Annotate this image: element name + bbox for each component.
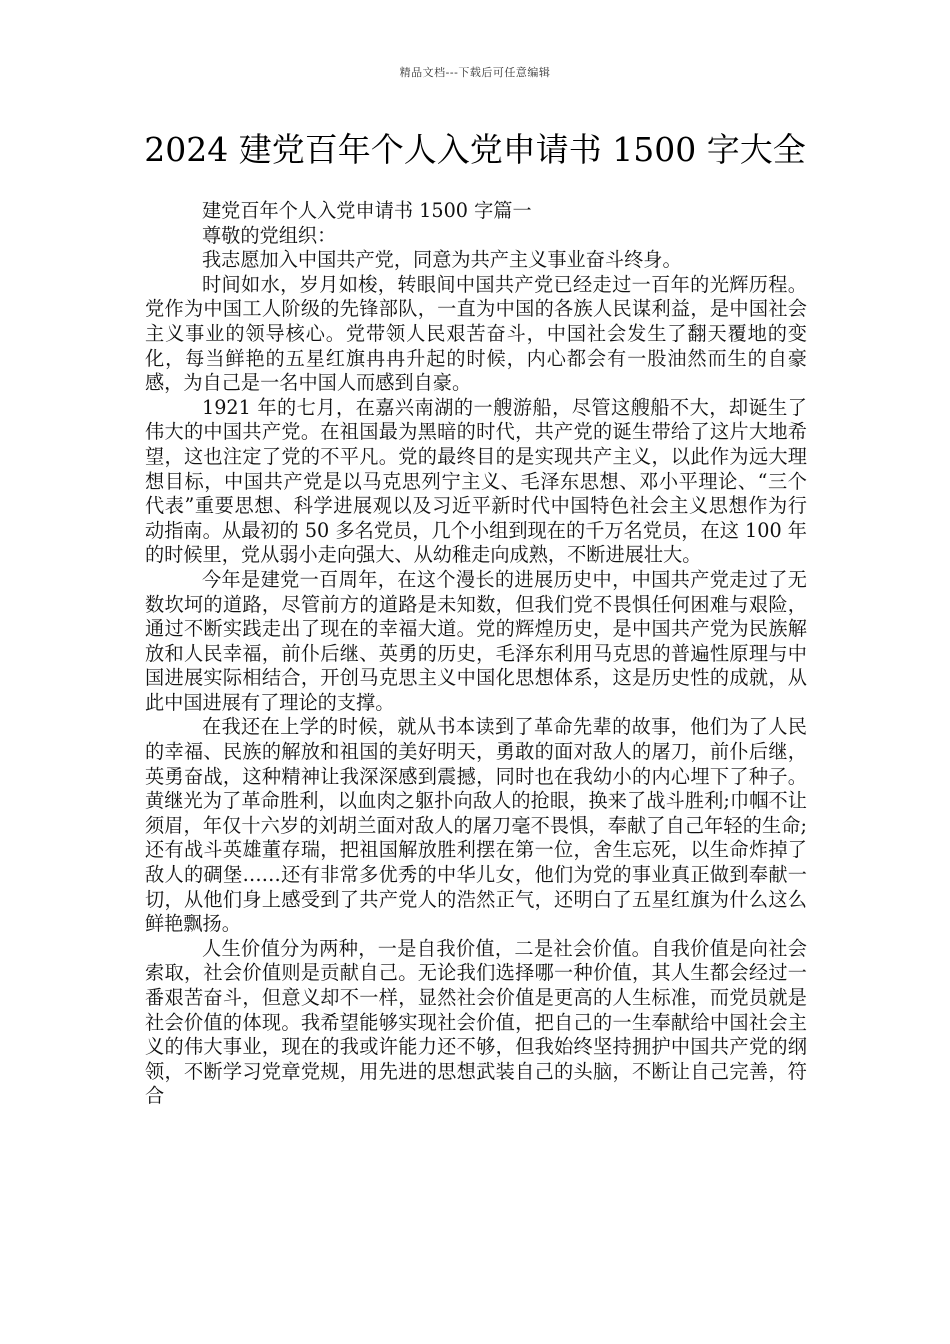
- paragraph: 时间如水，岁月如梭，转眼间中国共产党已经走过一百年的光辉历程。党作为中国工人阶级的先锋部队，一直为中国的各族人民谋利益，是中国社会主义事业的领导核心。党带领人民艰苦奋斗，中国社会发生了翻天覆地的变化，每当鲜艳的五星红旗冉冉升起的时候，内心都会有一股油然而生的自豪感，为自己是一名中国人而感到自豪。: [145, 272, 807, 395]
- paragraph: 人生价值分为两种，一是自我价值，二是社会价值。自我价值是向社会索取，社会价值则是贡献自己。无论我们选择哪一种价值，其人生都会经过一番艰苦奋斗，但意义却不一样，显然社会价值是更高的人生标准，而党员就是社会价值的体现。我希望能够实现社会价值，把自己的一生奉献给中国社会主义的伟大事业，现在的我或许能力还不够，但我始终坚持拥护中国共产党的纲领，不断学习党章党规，用先进的思想武装自己的头脑，不断让自己完善，符合: [145, 936, 807, 1108]
- document-title: 2024 建党百年个人入党申请书 1500 字大全: [144, 130, 806, 169]
- salutation: 尊敬的党组织：: [202, 223, 337, 247]
- header-note: 精品文档---下载后可任意编辑: [399, 66, 551, 79]
- paragraph: 在我还在上学的时候，就从书本读到了革命先辈的故事，他们为了人民的幸福、民族的解放和祖国的美好明天，勇敢的面对敌人的屠刀，前仆后继，英勇奋战，这种精神让我深深感到震撼，同时也在我幼小的内心埋下了种子。黄继光为了革命胜利，以血肉之躯扑向敌人的抢眼，换来了战斗胜利;巾帼不让须眉，年仅十六岁的刘胡兰面对敌人的屠刀毫不畏惧，奉献了自己年轻的生命;还有战斗英雄董存瑞，把祖国解放胜利摆在第一位，舍生忘死，以生命炸掉了敌人的碉堡……还有非常多优秀的中华儿女，他们为党的事业真正做到奉献一切，从他们身上感受到了共产党人的浩然正气，还明白了五星红旗为什么这么鲜艳飘扬。: [145, 715, 807, 936]
- paragraph: 我志愿加入中国共产党，同意为共产主义事业奋斗终身。: [202, 248, 682, 272]
- document-body: [145, 199, 807, 1109]
- section-heading: 建党百年个人入党申请书 1500 字篇一: [202, 199, 532, 222]
- paragraph: 今年是建党一百周年，在这个漫长的进展历史中，中国共产党走过了无数坎坷的道路，尽管前方的道路是未知数，但我们党不畏惧任何困难与艰险，通过不断实践走出了现在的幸福大道。党的辉煌历史，是中国共产党为民族解放和人民幸福，前仆后继、英勇的历史，毛泽东利用马克思的普遍性原理与中国进展实际相结合，开创马克思主义中国化思想体系，这是历史性的成就，从此中国进展有了理论的支撑。: [145, 567, 807, 714]
- paragraph: 1921 年的七月，在嘉兴南湖的一艘游船，尽管这艘船不大，却诞生了伟大的中国共产党。在祖国最为黑暗的时代，共产党的诞生带给了这片大地希望，这也注定了党的不平凡。党的最终目的是实现共产主义，以此作为远大理想目标，中国共产党是以马克思列宁主义、毛泽东思想、邓小平理论、“三个代表”重要思想、科学进展观以及习近平新时代中国特色社会主义思想作为行动指南。从最初的 50 多名党员，几个小组到现在的千万名党员，在这 100 年的时候里，党从弱小走向强大、从幼稚走向成熟，不断进展壮大。: [145, 395, 807, 567]
